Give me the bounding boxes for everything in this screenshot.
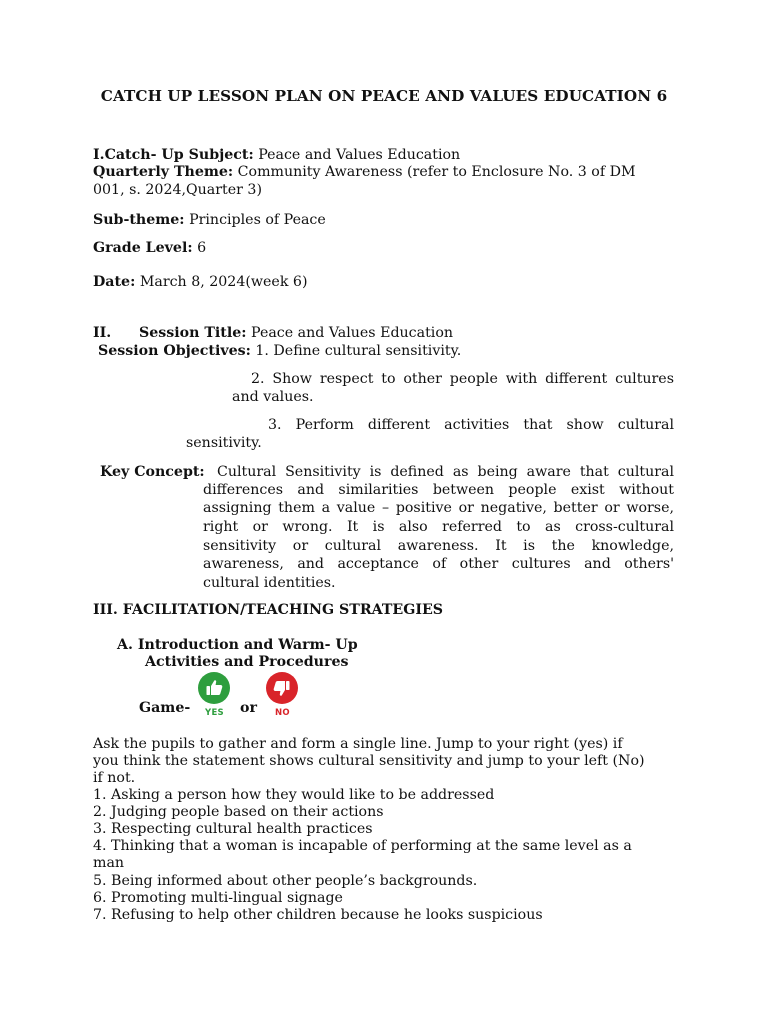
- key-concept-label: Key Concept:: [100, 464, 205, 480]
- yes-label: YES: [205, 708, 224, 718]
- list-item: 3. Respecting cultural health practices: [93, 821, 373, 837]
- list-item: 6. Promoting multi-lingual signage: [93, 890, 343, 906]
- or-label: or: [240, 700, 257, 716]
- subtheme-label: Sub-theme:: [93, 212, 185, 228]
- date-label: Date:: [93, 274, 136, 290]
- key-concept-line-7: cultural identities.: [203, 575, 336, 591]
- thumbs-up-icon: [198, 672, 230, 704]
- session-title-label: Session Title:: [139, 325, 247, 341]
- list-item: 5. Being informed about other people’s backgrounds.: [93, 873, 478, 889]
- key-concept-line-3: assigning them a value – positive or negative, better or worse,: [203, 500, 674, 516]
- date-line: [93, 274, 693, 291]
- session-objectives-line: [98, 343, 698, 360]
- session-title-value: Peace and Values Education: [251, 325, 453, 341]
- objective-2-line-1: 2. Show respect to other people with different cultures: [251, 371, 674, 387]
- key-concept-line-5: sensitivity or cultural awareness. It is the knowledge,: [203, 538, 674, 554]
- grade-line: [93, 240, 693, 257]
- key-concept-line-1: Cultural Sensitivity is defined as being aware that cultural: [217, 464, 674, 480]
- no-label: NO: [275, 708, 290, 718]
- grade-label: Grade Level:: [93, 240, 193, 256]
- key-concept-line-6: awareness, and acceptance of other cultures and others': [203, 556, 674, 572]
- thumbs-down-icon: [266, 672, 298, 704]
- list-item-continuation: man: [93, 855, 125, 871]
- grade-value: 6: [197, 240, 207, 256]
- document-title: CATCH UP LESSON PLAN ON PEACE AND VALUES EDUCATION 6: [100, 87, 668, 105]
- list-item: 1. Asking a person how they would like to be addressed: [93, 787, 495, 803]
- subject-label: I.Catch- Up Subject:: [93, 147, 254, 163]
- instructions-line-2: you think the statement shows cultural sensitivity and jump to your left (No): [93, 753, 645, 769]
- objective-1: 1. Define cultural sensitivity.: [255, 343, 462, 359]
- game-label: Game-: [139, 700, 191, 716]
- instructions-line-3: if not.: [93, 770, 136, 786]
- objective-2-line-2: and values.: [232, 389, 314, 405]
- key-concept-line-4: right or wrong. It is also referred to as cross-cultural: [203, 519, 674, 535]
- subsection-a-title: A. Introduction and Warm- Up: [117, 637, 358, 653]
- objective-3-line-2: sensitivity.: [186, 435, 262, 451]
- list-item: 2. Judging people based on their actions: [93, 804, 384, 820]
- instructions-line-1: Ask the pupils to gather and form a single line. Jump to your right (yes) if: [93, 736, 623, 752]
- subject-line: [93, 147, 693, 164]
- theme-line: [93, 164, 693, 181]
- subtheme-value: Principles of Peace: [189, 212, 326, 228]
- section-3-heading: III. FACILITATION/TEACHING STRATEGIES: [93, 602, 444, 618]
- subtheme-line: [93, 212, 693, 229]
- list-item: 4. Thinking that a woman is incapable of performing at the same level as a: [93, 838, 632, 854]
- subject-value: Peace and Values Education: [258, 147, 461, 163]
- theme-value: Community Awareness (refer to Enclosure No. 3 of DM: [237, 164, 636, 180]
- session-title-line: [139, 325, 699, 342]
- list-item: 7. Refusing to help other children because he looks suspicious: [93, 907, 543, 923]
- section-2-number: II.: [93, 325, 112, 341]
- key-concept-line-2: differences and similarities between people exist without: [203, 482, 674, 498]
- objective-3-line-1: 3. Perform different activities that show cultural: [268, 417, 674, 433]
- date-value: March 8, 2024(week 6): [139, 274, 308, 290]
- theme-label: Quarterly Theme:: [93, 164, 234, 180]
- session-objectives-label: Session Objectives:: [98, 343, 251, 359]
- subsection-a-subtitle: Activities and Procedures: [145, 654, 349, 670]
- theme-line-2: 001, s. 2024,Quarter 3): [93, 182, 262, 198]
